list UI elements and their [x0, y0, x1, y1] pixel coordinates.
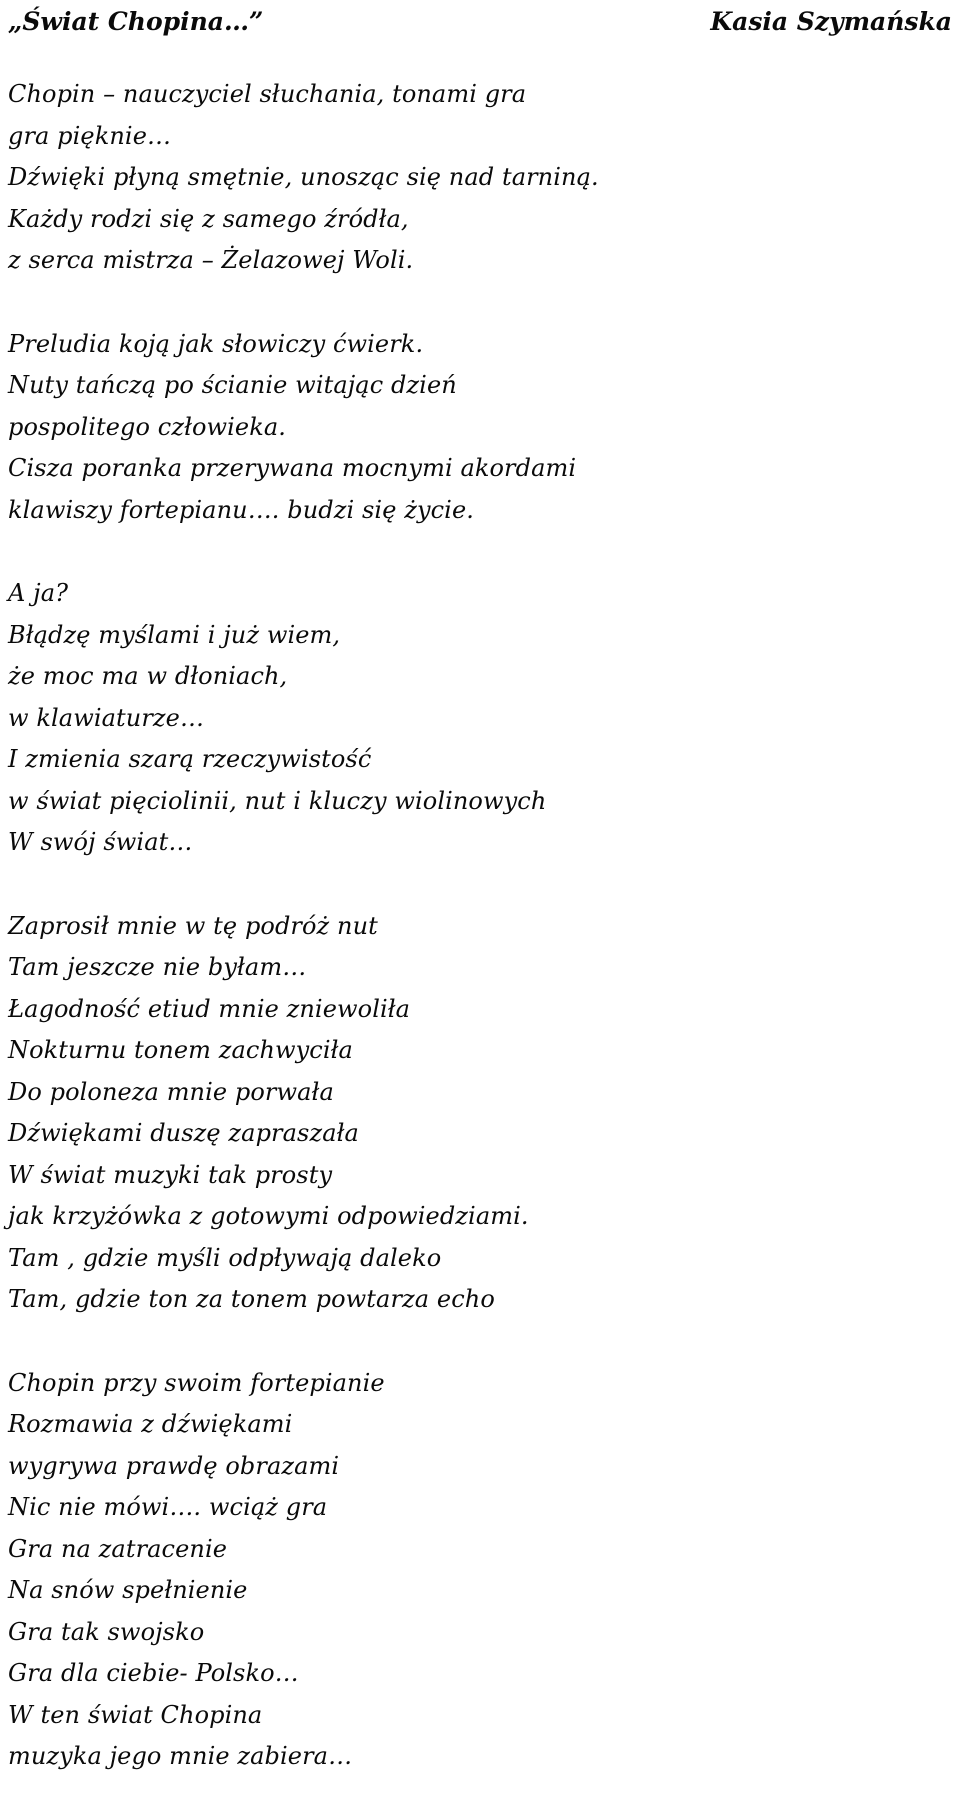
poem-line: w klawiaturze…	[8, 703, 205, 732]
poem-title: „Świat Chopina…”	[8, 7, 264, 36]
poem-line: w świat pięciolinii, nut i kluczy wiolinowych	[8, 786, 547, 815]
poem-line: wygrywa prawdę obrazami	[8, 1451, 340, 1480]
stanza	[8, 74, 948, 282]
poem-line: Do poloneza mnie porwała	[8, 1077, 334, 1106]
poem-author: Kasia Szymańska	[710, 7, 952, 36]
poem-line: z serca mistrza – Żelazowej Woli.	[8, 246, 414, 274]
poem-line: Dźwiękami duszę zapraszała	[8, 1119, 359, 1147]
poem-line: Gra tak swojsko	[8, 1617, 205, 1646]
poem-line: Cisza poranka przerywana mocnymi akordami	[8, 454, 577, 482]
poem-line: jak krzyżówka z gotowymi odpowiedziami.	[8, 1202, 529, 1230]
poem-line: W ten świat Chopina	[8, 1700, 263, 1729]
poem-line: Chopin przy swoim fortepianie	[8, 1368, 385, 1397]
poem-line: Błądzę myślami i już wiem,	[8, 620, 341, 649]
poem-line: Nokturnu tonem zachwyciła	[8, 1036, 353, 1064]
stanza	[8, 573, 948, 864]
poem-line: A ja?	[8, 579, 69, 607]
poem-line: Nic nie mówi…. wciąż gra	[8, 1493, 328, 1521]
poem-line: Łagodność etiud mnie zniewoliła	[8, 994, 411, 1023]
poem-line: Preludia koją jak słowiczy ćwierk.	[8, 329, 424, 358]
poem-line: Na snów spełnienie	[8, 1576, 248, 1604]
stanza	[8, 324, 948, 532]
poem-line: Tam, gdzie ton za tonem powtarza echo	[8, 1285, 495, 1313]
poem-line: że moc ma w dłoniach,	[8, 662, 288, 690]
poem-line: Chopin – nauczyciel słuchania, tonami gra	[8, 80, 527, 108]
poem-body	[8, 74, 948, 1820]
poem-header	[8, 2, 952, 46]
stanza	[8, 906, 948, 1321]
poem-line: muzyka jego mnie zabiera…	[8, 1742, 353, 1770]
poem-line: Każdy rodzi się z samego źródła,	[8, 204, 409, 233]
poem-line: Tam jeszcze nie byłam…	[8, 953, 307, 981]
poem-line: Zaprosił mnie w tę podróż nut	[8, 911, 378, 940]
poem-line: pospolitego człowieka.	[8, 412, 287, 441]
poem-line: gra pięknie…	[8, 121, 172, 150]
poem-line: W swój świat…	[8, 828, 193, 856]
poem-line: I zmienia szarą rzeczywistość	[8, 745, 372, 773]
poem-line: Rozmawia z dźwiękami	[8, 1410, 293, 1438]
poem-line: W świat muzyki tak prosty	[8, 1160, 333, 1189]
stanza	[8, 1363, 948, 1778]
poem-line: Gra dla ciebie- Polsko…	[8, 1659, 299, 1687]
poem-line: Tam , gdzie myśli odpływają daleko	[8, 1243, 442, 1272]
poem-line: Gra na zatracenie	[8, 1534, 228, 1563]
poem-line: Dźwięki płyną smętnie, unosząc się nad tarniną.	[8, 163, 599, 191]
poem-line: klawiszy fortepianu…. budzi się życie.	[8, 495, 474, 524]
poem-line: Nuty tańczą po ścianie witając dzień	[8, 371, 457, 399]
